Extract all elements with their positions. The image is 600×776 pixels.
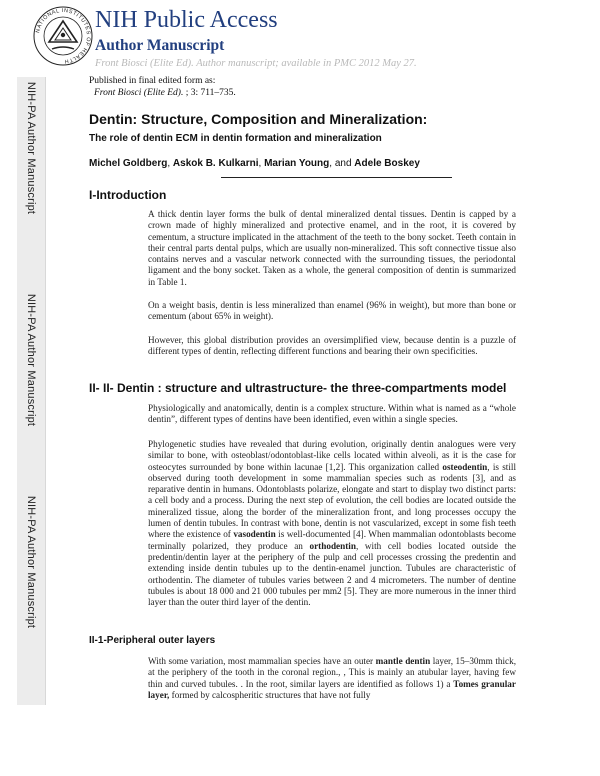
header-subtitle: Author Manuscript [95,37,225,54]
section-2-heading: II- II- Dentin : structure and ultrastructure- the three-compartments model [89,381,507,395]
sidebar-label-3: NIH-PA Author Manuscript [25,495,37,629]
intro-heading: I-Introduction [89,188,167,202]
author-name: Adele Boskey [354,158,420,169]
publication-info [89,75,236,99]
header-title: NIH Public Access [95,7,278,33]
section-2-paragraph-2: Phylogenetic studies have revealed that during evolution, originally dentin analogues were very similar to bone, with osteoblast/odontoblast-like cells located within alveoli, as it is the case for osteocytes surrounded by bone within lacunae [1,2]. This organization called osteodentin, is still observed during tooth development in some mammalian species such as rodents [3], and as reparative dentin in humans. Odontoblasts polarize, elongate and start to display two distinct parts: a cell body and a process. During the next step of evolution, the cell bodies are located outside the mineralized tissue, along the border of the mineralization front, and long processes occupy the lumen of dentin tubules. In contrast with bone, dentin is not vascularized, except in some fish teeth where the existence of vasodentin is well-documented [4]. When mammalian odontoblasts become terminally polarized, they produce an orthodentin, with cell bodies located outside the predentin/dentin layer at the periphery of the pulp and cell processes crossing the predentin and extending inside dentin tubules up to the dentin-enamel junction. Tubules are characteristic of orthodentin. The diameter of tubules varies between 2 and 4 micrometers. The number of dentine tubules is about 18 000 and 21 000 tubules per mm2 [5]. They are more numerous in the inner third layer than the outer third layer of the dentin. [148,439,516,608]
section-2-paragraph-1: Physiologically and anatomically, dentin is a complex structure. Within what is named as a “whole dentin”, different types of dentins have been identified, even within a single species. [148,403,516,425]
logo-ring-text: NATIONAL INSTITUTES OF HEALTH [35,7,92,65]
journal-line: Front Biosci (Elite Ed). Author manuscript; available in PMC 2012 May 27. [95,58,417,69]
subsection-paragraph-1: With some variation, most mammalian species have an outer mantle dentin layer, 15–30mm thick, at the periphery of the tooth in the coronal region., , This is mainly an atubular layer, having few thin and curved tubules. . In the root, similar layers are identified as follows 1) a Tomes granular layer, formed by calcospheritic structures that have not fully [148,656,516,700]
intro-paragraph-1: A thick dentin layer forms the bulk of dental mineralized dental tissues. Dentin is capped by a crown made of highly mineralized and protective enamel, and in the root, it is covered by cementum, a structure implicated in the attachment of the teeth to the bony socket. Teeth contain in their central parts dental pulps, which are usually non-mineralized. This soft connective tissue also contains nerves and a vascular network connected with the surrounding tissues, the periodontal ligament and the bony socket. Taken as a whole, the general composition of dentin is summarized in Table 1. [148,209,516,287]
author-list: Michel Goldberg, Askok B. Kulkarni, Marian Young, and Adele Boskey [89,158,420,169]
publication-citation: ; 3: 711–735. [183,88,236,98]
article-subtitle: The role of dentin ECM in dentin formation and mineralization [89,133,382,144]
intro-paragraph-2: On a weight basis, dentin is less mineralized than enamel (96% in weight), but more than bone or cementum (about 65% in weight). [148,300,516,322]
intro-paragraph-3: However, this global distribution provides an oversimplified view, because dentin is a puzzle of different types of dentin, reflecting different functions and bearing their own specificities. [148,335,516,357]
sidebar-label-2: NIH-PA Author Manuscript [25,293,37,427]
article-title: Dentin: Structure, Composition and Mineralization: [89,111,428,127]
publication-journal: Front Biosci (Elite Ed). [94,88,184,98]
subsection-heading: II-1-Peripheral outer layers [89,635,216,646]
author-name: Marian Young [264,158,330,169]
nih-logo [32,5,94,67]
author-name: Askok B. Kulkarni [172,158,259,169]
title-divider [221,177,452,178]
publication-label: Published in final edited form as: [89,76,216,86]
sidebar-label-1: NIH-PA Author Manuscript [25,81,37,215]
author-name: Michel Goldberg [89,158,168,169]
